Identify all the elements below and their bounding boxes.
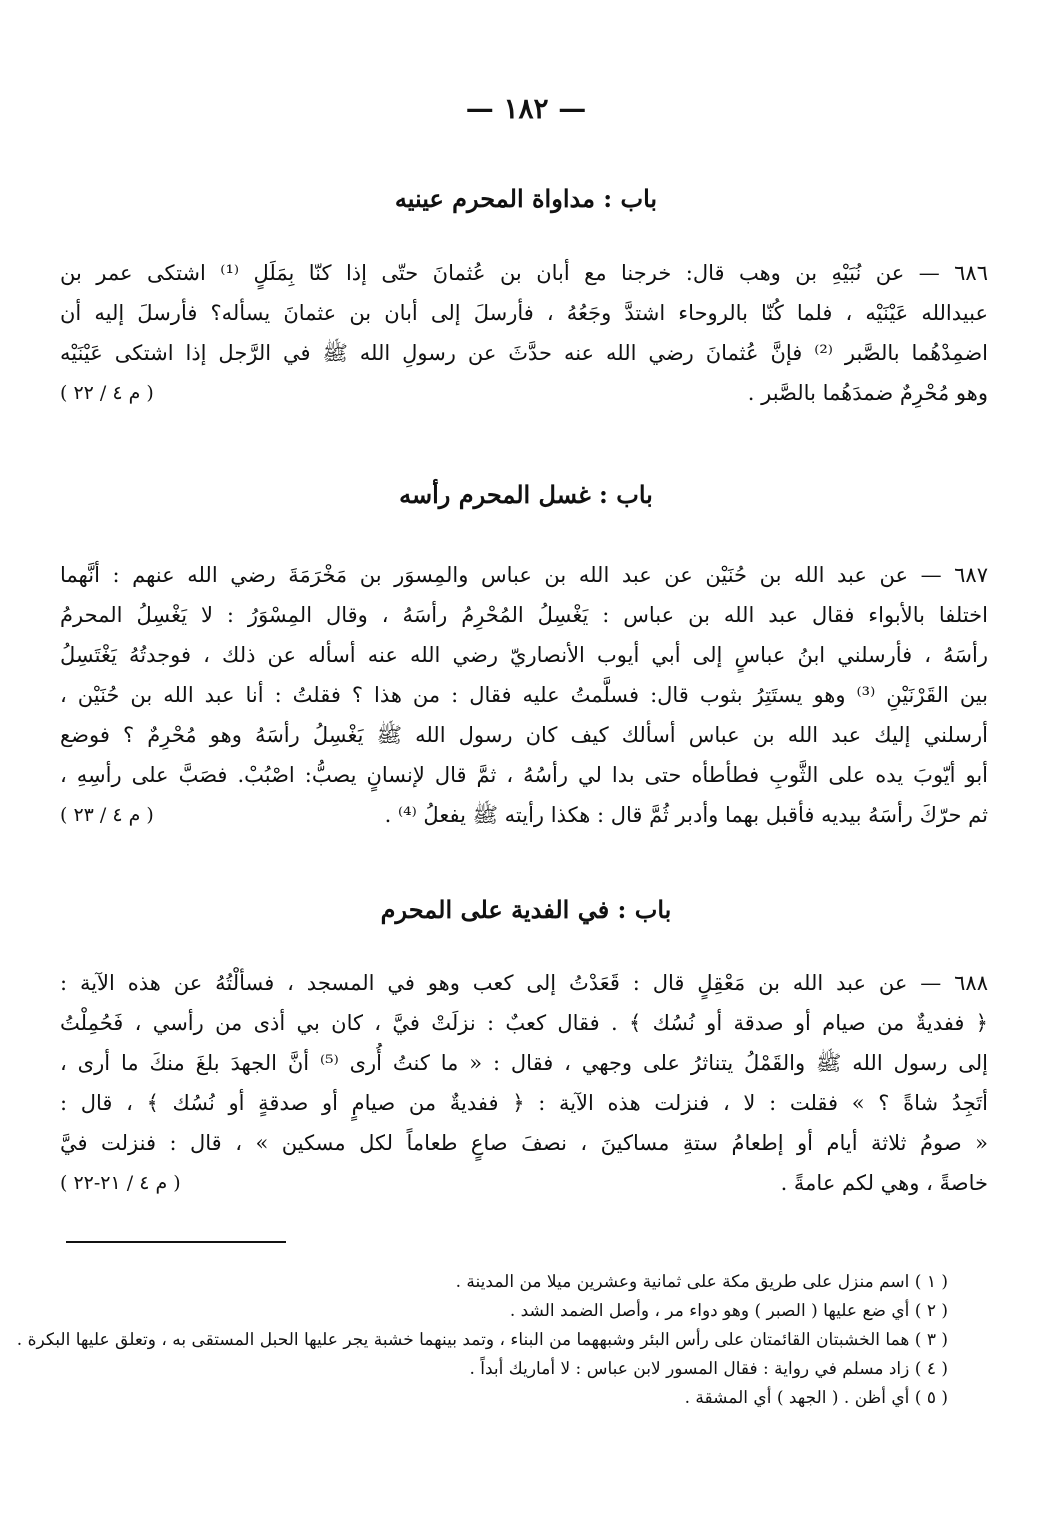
footnote: ( ٢ ) أي ضع عليها ( الصبر ) وهو دواء مر ، وأصل الضمد الشد . bbox=[509, 1301, 948, 1321]
text-line: « صومُ ثلاثة أيام أو إطعامُ ستةِ مساكينَ ، نصفَ صاعٍ طعاماً لكل مسكين » ، قال : فنزلت فيَّ bbox=[60, 1131, 988, 1155]
text-line: اختلفا بالأبواء فقال عبد الله بن عباس : يَغْسِلُ المُحْرِمُ رأسَهُ ، وقال المِسْوَرُ : لا يَغْسِلُ المحرمُ bbox=[60, 603, 988, 627]
footnote: ( ٤ ) زاد مسلم في رواية : فقال المسور لابن عباس : لا أماريك أبداً . bbox=[469, 1359, 948, 1379]
source-reference: ( م ٤ / ٢٢ ) bbox=[60, 382, 154, 404]
text-line: ثم حرّكَ رأسَهُ بيديه فأقبل بهما وأدبر ثُمَّ قال : هكذا رأيته ﷺ يفعلُ ⁽⁴⁾ . bbox=[384, 803, 988, 827]
chapter-title: باب : في الفدية على المحرم bbox=[380, 895, 672, 924]
footnote-divider bbox=[66, 1241, 286, 1243]
chapter-title: باب : مداواة المحرم عينيه bbox=[394, 184, 658, 213]
text-line: اضمِدْهُما بالصَّبر ⁽²⁾ فإنَّ عُثمانَ رضي الله عنه حدَّثَ عن رسولِ الله ﷺ في الرَّجل إذا اشتكى عَيْنَيْه bbox=[60, 341, 988, 365]
text-line: ٦٨٦ — عن نُبَيْهِ بن وهب قال: خرجنا مع أبان بن عُثمانَ حتّى إذا كنّا بِمَلَلٍ ⁽¹⁾ اشتكى عمر بن bbox=[60, 261, 988, 285]
text-line: وهو مُحْرِمٌ ضمدَهُما بالصَّبر . bbox=[747, 381, 988, 405]
footnote: ( ٥ ) أي أظن . ( الجهد ) أي المشقة . bbox=[684, 1388, 948, 1408]
text-line: ﴿ ففديةٌ من صيام أو صدقة أو نُسُك ﴾ . فقال كعبٌ : نزلَتْ فيَّ ، كان بي أذى من رأسي ، فَحُمِلْتُ bbox=[60, 1011, 988, 1035]
text-line: رأسَهُ ، فأرسلني ابنُ عباسٍ إلى أبي أيوب الأنصاريّ رضي الله عنه أسأله عن ذلك ، فوجدتُهُ يَغْتَسِلُ bbox=[60, 643, 988, 667]
text-line: عبيدالله عَيْنَيْه ، فلما كُنّا بالروحاء اشتدَّ وجَعُهُ ، فأرسلَ إلى أبان بن عثمانَ يسأله؟ فأرسلَ إليه أن bbox=[60, 301, 988, 325]
text-line: ٦٨٨ — عن عبد الله بن مَعْقِلٍ قال : قَعَدْتُ إلى كعب وهو في المسجد ، فسألْتُهُ عن هذه الآية : bbox=[60, 971, 988, 995]
text-line: خاصةً ، وهي لكم عامةً . bbox=[780, 1171, 988, 1195]
hadith-686 bbox=[60, 253, 988, 413]
chapter-title: باب : غسل المحرم رأسه bbox=[399, 480, 653, 509]
text-line: إلى رسول الله ﷺ والقَمْلُ يتناثرُ على وجهي ، فقال : « ما كنتُ أُرى ⁽⁵⁾ أنَّ الجهدَ بلغَ منكَ ما أرى ، bbox=[60, 1051, 988, 1075]
footnotes bbox=[16, 1268, 948, 1413]
text-line: أبو أيّوبَ يده على الثَّوبِ فطأطأه حتى بدا لي رأسُهُ ، ثمَّ قال لإنسانٍ يصبُّ: اصْبُبْ. فصَبَّ على رأسِهِ ، bbox=[60, 763, 988, 787]
hadith-687 bbox=[60, 555, 988, 835]
text-line: أتَجِدُ شاةً ؟ » فقلت : لا ، فنزلت هذه الآية : ﴿ ففديةٌ من صيامٍ أو صدقةٍ أو نُسُك ﴾ ، قال : bbox=[60, 1091, 988, 1115]
text-line: أرسلني إليك عبد الله بن عباس أسألك كيف كان رسول الله ﷺ يَغْسِلُ رأسَهُ وهو مُحْرِمٌ ؟ فوضع bbox=[60, 723, 988, 747]
hadith-688 bbox=[60, 963, 988, 1203]
text-line: ٦٨٧ — عن عبد الله بن حُنَيْن عن عبد الله بن عباس والمِسوَر بن مَخْرَمَةَ رضي الله عنهم : أنَّهما bbox=[60, 563, 988, 587]
text-line: بين القَرْنَيْنِ ⁽³⁾ وهو يستَتِرُ بثوب قال: فسلَّمتُ عليه فقال : من هذا ؟ فقلتُ : أنا عبد الله بن حُنَيْن ، bbox=[60, 683, 988, 707]
source-reference: ( م ٤ / ٢١-٢٢ ) bbox=[60, 1172, 181, 1194]
page-number: — ١٨٢ — bbox=[465, 92, 587, 125]
footnote: ( ١ ) اسم منزل على طريق مكة على ثمانية وعشرين ميلا من المدينة . bbox=[455, 1272, 948, 1292]
source-reference: ( م ٤ / ٢٣ ) bbox=[60, 804, 154, 826]
footnote: ( ٣ ) هما الخشبتان القائمتان على رأس البئر وشبههما من البناء ، وتمد بينهما خشبة يجر عليها الحبل المستقى به ، وتعلق عليها البكرة . bbox=[16, 1330, 948, 1350]
